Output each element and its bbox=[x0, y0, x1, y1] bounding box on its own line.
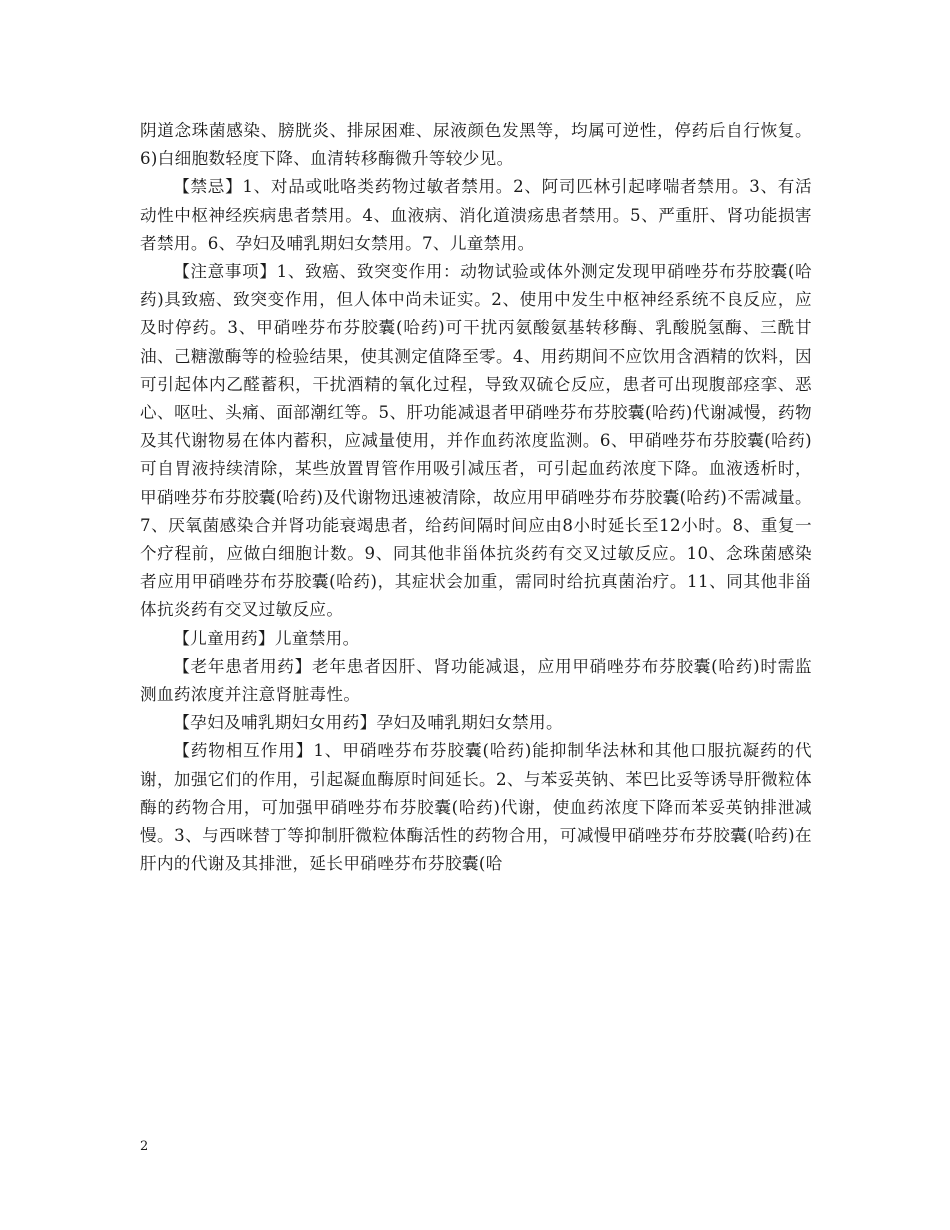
paragraph-precautions: 【注意事项】1、致癌、致突变作用：动物试验或体外测定发现甲硝唑芬布芬胶囊(哈药)具致癌、致突变作用，但人体中尚未证实。2、使用中发生中枢神经系统不良反应，应及时停药。3、甲硝唑芬布芬胶囊(哈药)可干扰丙氨酸氨基转移酶、乳酸脱氢酶、三酰甘油、己糖激酶等的检验结果，使其测定值降至零。4、用药期间不应饮用含酒精的饮料，因可引起体内乙醛蓄积，干扰酒精的氧化过程，导致双硫仑反应，患者可出现腹部痉挛、恶心、呕吐、头痛、面部潮红等。5、肝功能减退者甲硝唑芬布芬胶囊(哈药)代谢减慢，药物及其代谢物易在体内蓄积，应减量使用，并作血药浓度监测。6、甲硝唑芬布芬胶囊(哈药)可自胃液持续清除，某些放置胃管作用吸引减压者，可引起血药浓度下降。血液透析时，甲硝唑芬布芬胶囊(哈药)及代谢物迅速被清除，故应用甲硝唑芬布芬胶囊(哈药)不需减量。7、厌氧菌感染合并肾功能衰竭患者，给药间隔时间应由8小时延长至12小时。8、重复一个疗程前，应做白细胞计数。9、同其他非甾体抗炎药有交叉过敏反应。10、念珠菌感染者应用甲硝唑芬布芬胶囊(哈药)，其症状会加重，需同时给抗真菌治疗。11、同其他非甾体抗炎药有交叉过敏反应。 bbox=[140, 262, 812, 620]
body-text bbox=[140, 117, 812, 878]
paragraph-pregnancy-lactation: 【孕妇及哺乳期妇女用药】孕妇及哺乳期妇女禁用。 bbox=[173, 713, 563, 733]
paragraph-geriatric-use: 【老年患者用药】老年患者因肝、肾功能减退，应用甲硝唑芬布芬胶囊(哈药)时需监测血药浓度并注意肾脏毒性。 bbox=[140, 656, 812, 705]
paragraph-pediatric-use: 【儿童用药】儿童禁用。 bbox=[173, 628, 360, 648]
paragraph-continued: 阴道念珠菌感染、膀胱炎、排尿困难、尿液颜色发黑等，均属可逆性，停药后自行恢复。6)白细胞数轻度下降、血清转移酶微升等较少见。 bbox=[140, 121, 812, 169]
paragraph-drug-interactions: 【药物相互作用】1、甲硝唑芬布芬胶囊(哈药)能抑制华法林和其他口服抗凝药的代谢，加强它们的作用，引起凝血酶原时间延长。2、与苯妥英钠、苯巴比妥等诱导肝微粒体酶的药物合用，可加强甲硝唑芬布芬胶囊(哈药)代谢，使血药浓度下降而苯妥英钠排泄减慢。3、与西咪替丁等抑制肝微粒体酶活性的药物合用，可减慢甲硝唑芬布芬胶囊(哈药)在肝内的代谢及其排泄，延长甲硝唑芬布芬胶囊(哈 bbox=[140, 741, 812, 874]
page-number: 2 bbox=[140, 1139, 149, 1154]
paragraph-contraindications: 【禁忌】1、对品或吡咯类药物过敏者禁用。2、阿司匹林引起哮喘者禁用。3、有活动性中枢神经疾病患者禁用。4、血液病、消化道溃疡患者禁用。5、严重肝、肾功能损害者禁用。6、孕妇及哺乳期妇女禁用。7、儿童禁用。 bbox=[140, 177, 812, 253]
